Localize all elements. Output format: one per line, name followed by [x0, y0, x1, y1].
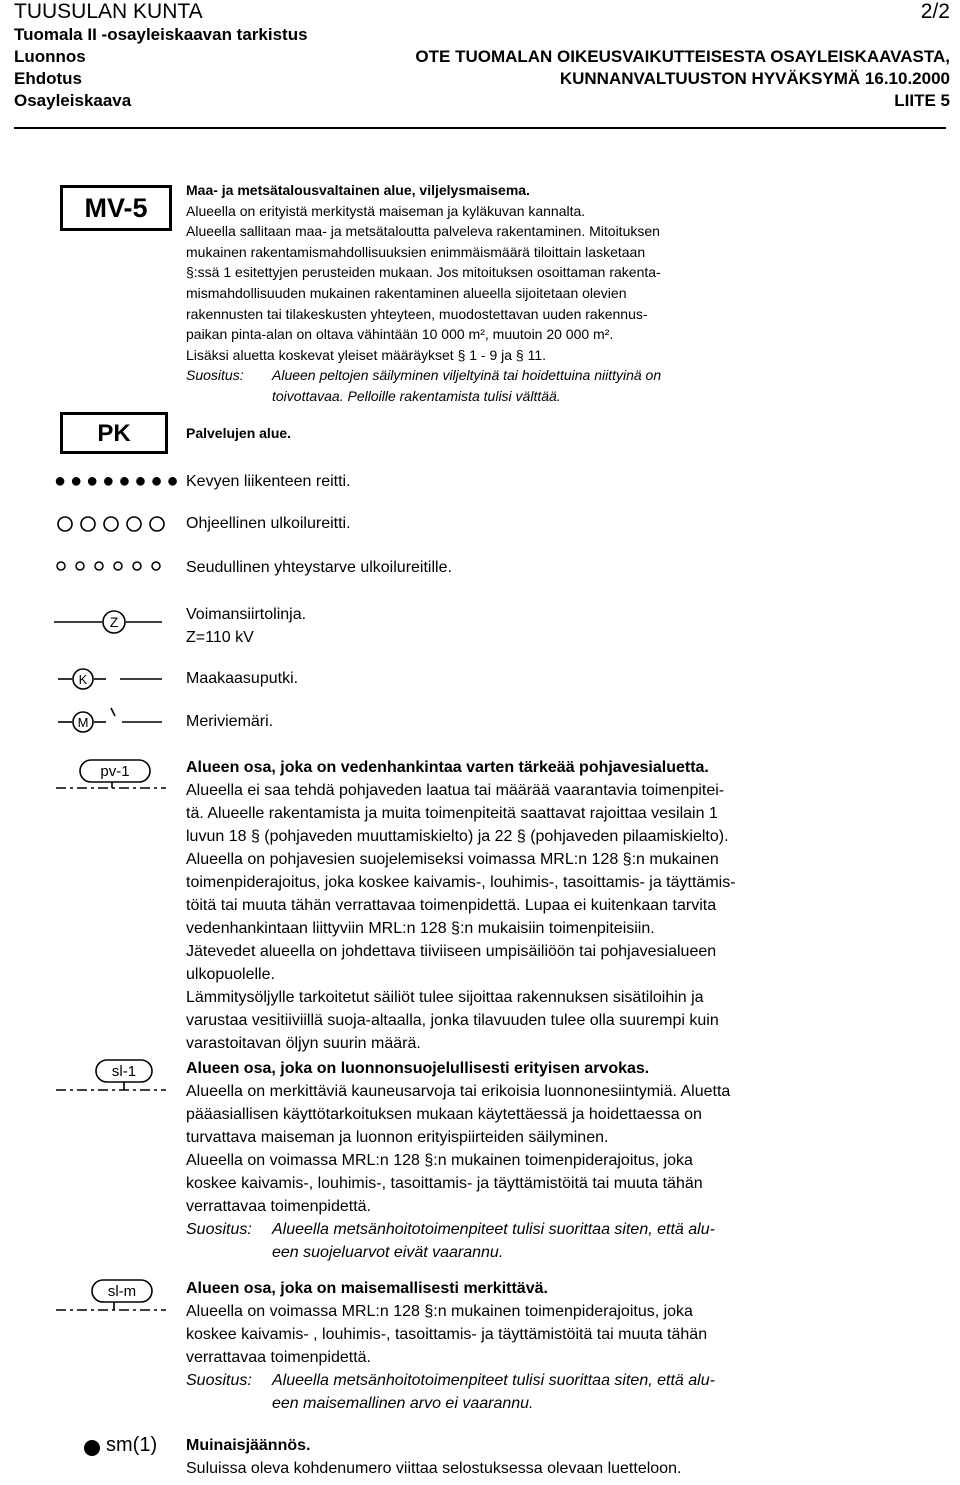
sl1-line: koskee kaivamis-, louhimis-, tasoittamis- ja täyttämistöitä tai muuta tähän: [186, 1175, 703, 1192]
groundwater-area-icon: [54, 758, 170, 798]
header-row-3: [0, 46, 960, 68]
sm1-line: Suluissa oleva kohdenumero viittaa selostuksessa olevaan luetteloon.: [186, 1460, 682, 1477]
pv1-line: töitä tai muuta tähän verrattavaa toimenpidettä. Lupaa ei kuitenkaan tarvita: [186, 897, 717, 914]
kevyt-label: Kevyen liikenteen reitti.: [186, 473, 351, 490]
appendix-label: LIITE 5: [894, 91, 950, 110]
sea-sewer-icon: [56, 706, 166, 734]
pv1-line: ulkopuolelle.: [186, 966, 275, 983]
header-rule: [14, 127, 946, 129]
suggestion-text: een suojeluarvot eivät vaarannu.: [272, 1244, 504, 1261]
pv1-description: [186, 756, 830, 1055]
mv5-line: rakennusten tai tilakeskusten yhteyteen, muodostettavan uuden rakennus-: [186, 305, 648, 322]
landscape-code: sl-m: [107, 1283, 137, 1300]
header-right-1: OTE TUOMALAN OIKEUSVAIKUTTEISESTA OSAYLEISKAAVASTA,: [415, 47, 950, 66]
small-circle-line-icon: [56, 558, 162, 574]
suggestion-text: Alueen peltojen säilyminen viljeltyinä tai hoidettuina niittyinä on: [272, 367, 662, 384]
suggestion-label: Suositus:: [186, 1372, 252, 1389]
header-row-5: [0, 90, 960, 112]
voimansiirto-label: Voimansiirtolinja.: [186, 606, 307, 623]
slm-line: verrattavaa toimenpidettä.: [186, 1349, 371, 1366]
groundwater-code: pv-1: [100, 763, 130, 780]
merivesi-label: Meriviemäri.: [186, 713, 274, 730]
stage-luonnos: Luonnos: [14, 47, 86, 66]
landscape-area-icon: [54, 1278, 170, 1320]
sl1-title: Alueen osa, joka on luonnonsuojelullisesti erityisen arvokas.: [186, 1060, 650, 1077]
power-line-symbol: Z: [109, 614, 119, 630]
mv5-line: Alueella sallitaan maa- ja metsätaloutta palveleva rakentaminen. Mitoituksen: [186, 223, 660, 240]
slm-title: Alueen osa, joka on maisemallisesti merkittävä.: [186, 1280, 548, 1297]
sl1-line: Alueella on merkittäviä kauneusarvoja tai erikoisia luonnonesiintymiä. Aluetta: [186, 1083, 731, 1100]
pv1-line: Alueella ei saa tehdä pohjaveden laatua tai määrää vaarantavia toimenpitei-: [186, 782, 725, 799]
header-right-2: KUNNANVALTUUSTON HYVÄKSYMÄ 16.10.2000: [559, 69, 950, 88]
mv5-description: [186, 180, 830, 407]
slm-line: Alueella on voimassa MRL:n 128 §:n mukainen toimenpiderajoitus, joka: [186, 1303, 693, 1320]
pv1-line: Alueella on pohjavesien suojelemiseksi voimassa MRL:n 128 §:n mukainen: [186, 851, 719, 868]
mv5-line: §:ssä 1 esitettyjen perusteiden mukaan. Jos mitoituksen osoittaman rakenta-: [186, 264, 661, 281]
seudullinen-label: Seudullinen yhteystarve ulkoilureitille.: [186, 559, 452, 576]
header-row-2: [0, 24, 960, 46]
mv5-title: Maa- ja metsätalousvaltainen alue, viljelysmaisema.: [186, 182, 530, 198]
pv1-title: Alueen osa, joka on vedenhankintaa varten tärkeää pohjavesialuetta.: [186, 759, 709, 776]
pv1-line: varustaa vesitiiviillä suoja-altaalla, jonka tilavuuden tulee olla suurempi kuin: [186, 1012, 719, 1029]
suggestion-label: Suositus:: [186, 1221, 252, 1238]
suggestion-text: Alueella metsänhoitotoimenpiteet tulisi suorittaa siten, että alu-: [272, 1372, 715, 1389]
maakaasu-label: Maakaasuputki.: [186, 670, 299, 687]
slm-description: [186, 1277, 830, 1415]
suggestion-text: toivottavaa. Pelloille rakentamista tulisi välttää.: [272, 387, 561, 404]
ancient-monument-code: sm(1): [106, 1434, 158, 1456]
ancient-monument-dot-icon: [84, 1440, 100, 1456]
mv5-line: mukainen rakentamismahdollisuuksien enimmäismäärä tiloittain lasketaan: [186, 243, 646, 260]
pk-code-symbol: PK: [60, 412, 168, 454]
mv5-line: paikan pinta-alan on oltava vähintään 10 000 m², muutoin 20 000 m².: [186, 326, 614, 343]
municipality: TUUSULAN KUNTA: [14, 0, 203, 23]
pv1-line: Jätevedet alueella on johdettava tiiviiseen umpisäiliöön tai pohjavesialueen: [186, 943, 717, 960]
voimansiirto-voltage: Z=110 kV: [186, 629, 254, 646]
pv1-line: tä. Alueelle rakentamista ja muita toimenpiteitä saattavat rajoittaa vesilain 1: [186, 805, 718, 822]
sl1-description: [186, 1057, 830, 1264]
dense-dot-line-icon: ●●●●●●●●: [54, 470, 183, 492]
stage-ehdotus: Ehdotus: [14, 69, 82, 88]
nature-protection-code: sl-1: [111, 1063, 137, 1080]
sm1-description: [186, 1434, 830, 1480]
mv5-line: Alueella on erityistä merkitystä maiseman ja kyläkuvan kannalta.: [186, 202, 586, 219]
header-row-1: [0, 0, 960, 22]
mv5-code-symbol: MV-5: [60, 185, 172, 231]
power-line-icon: [52, 608, 164, 636]
sm1-title: Muinaisjäännös.: [186, 1437, 311, 1454]
sl1-suggestion: [186, 1218, 830, 1264]
open-circle-line-icon: [56, 514, 166, 534]
suggestion-text: een maisemallinen arvo ei vaarannu.: [272, 1395, 534, 1412]
slm-line: koskee kaivamis- , louhimis-, tasoittamis- ja täyttämistöitä tai muuta tähän: [186, 1326, 708, 1343]
pv1-line: varastoitavan öljyn suurin määrä.: [186, 1035, 421, 1052]
sl1-line: pääasiallisen käyttötarkoituksen mukaan käytettäessä ja hoidettaessa on: [186, 1106, 702, 1123]
slm-suggestion: [186, 1369, 830, 1415]
suggestion-text: Alueella metsänhoitotoimenpiteet tulisi suorittaa siten, että alu-: [272, 1221, 715, 1238]
mv5-suggestion: [186, 365, 830, 406]
suggestion-label: Suositus:: [186, 367, 244, 384]
voimansiirto-text: [186, 603, 830, 649]
gas-pipe-icon: [56, 666, 166, 692]
gas-pipe-symbol: K: [78, 672, 88, 687]
page-number: 2/2: [920, 0, 950, 23]
pv1-line: Lämmitysöljylle tarkoitetut säiliöt tulee sijoittaa rakennuksen sisätiloihin ja: [186, 989, 704, 1006]
stage-osayleiskaava: Osayleiskaava: [14, 91, 132, 110]
pv1-line: luvun 18 § (pohjaveden muuttamiskielto) ja 22 § (pohjaveden pilaamiskielto).: [186, 828, 729, 845]
ohjeellinen-label: Ohjeellinen ulkoilureitti.: [186, 515, 351, 532]
header-row-4: [0, 68, 960, 90]
mv5-line: mismahdollisuuden mukainen rakentaminen alueella sijoitetaan olevien: [186, 284, 627, 301]
sl1-line: turvattava maiseman ja luonnon erityispiirteiden säilyminen.: [186, 1129, 609, 1146]
pv1-line: vedenhankintaan liittyviin MRL:n 128 §:n mukaisiin toimenpiteisiin.: [186, 920, 655, 937]
sl1-line: verrattavaa toimenpidettä.: [186, 1198, 371, 1215]
sl1-line: Alueella on voimassa MRL:n 128 §:n mukainen toimenpiderajoitus, joka: [186, 1152, 693, 1169]
sea-sewer-symbol: M: [77, 715, 89, 730]
pv1-line: toimenpiderajoitus, joka koskee kaivamis-, louhimis-, tasoittamis- ja täyttämis-: [186, 874, 736, 891]
mv5-line: Lisäksi aluetta koskevat yleiset määräykset § 1 - 9 ja § 11.: [186, 346, 547, 363]
nature-protection-area-icon: [54, 1058, 170, 1100]
plan-name: Tuomala II -osayleiskaavan tarkistus: [14, 25, 308, 44]
pk-title: Palvelujen alue.: [186, 425, 292, 441]
